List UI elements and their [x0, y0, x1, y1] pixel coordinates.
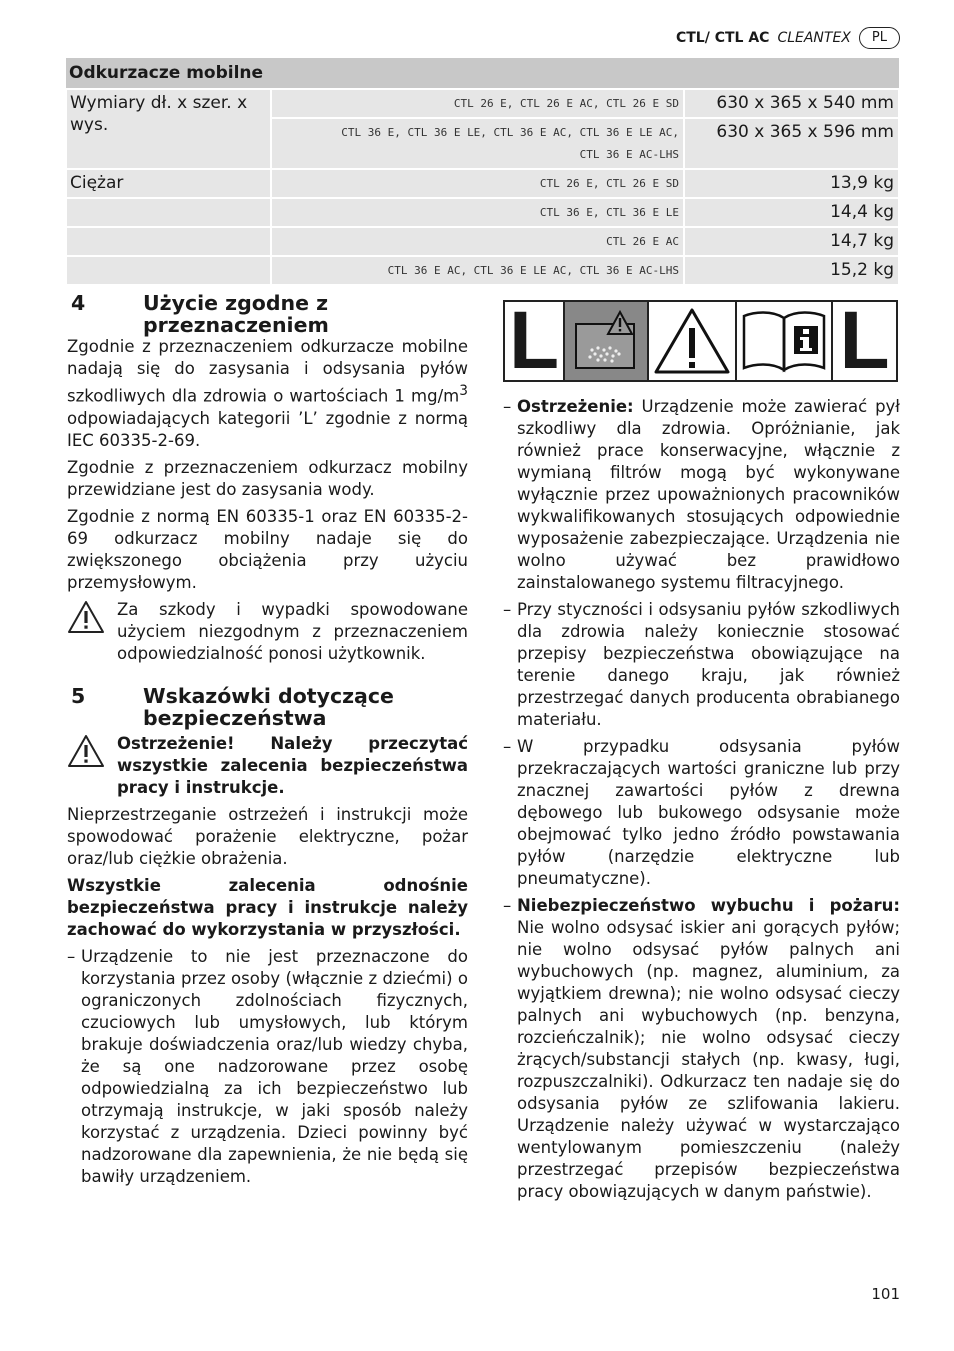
header-brand: CLEANTEX	[777, 30, 851, 46]
list-item: – Urządzenie to nie jest przeznaczone do korzystania przez osoby (włącznie z dziećmi) o ograniczonych zdolnościach fizycznych, czuciowych lub umysłowych, lub którym brakuje doświadczenia oraz/lub wiedzy chyba, że są one nadzorowane przez osobę odpowiedzialną za ich bezpieczeństwo lub otrzymają instrukcje, w jaki sposób należy korzystać z urządzenia. Dzieci powinny być nadzorowane dla zapewnienia, że nie będą się bawiły urządzeniem.	[67, 946, 468, 1188]
text: Nie wolno odsysać iskier ani gorących pyłów; nie wolno odsysać pyłów palnych ani wybuchowych (np. magnez, aluminium, za wyjątkiem drewna); nie wolno odsysać cieczy palnych ani wybuchowych (np. benzyna, rozcieńczalnik); nie wolno odsysać cieczy żrących/substancji stałych (np. kwasy, ługi, rozpuszczalniki). Odkurzacz ten nadaje się do odsysania pyłów ze szlifowania lakieru. Urządzenie należy używać w wystarczająco wentylowanym pomieszczeniu (należy przestrzegać przepisów bezpieczeństwa pracy obowiązujących w danym państwie).	[517, 918, 900, 1201]
warning-note	[67, 599, 468, 665]
table-cell-value: 630 x 365 x 540 mm	[684, 89, 899, 118]
table-title: Odkurzacze mobilne	[66, 58, 899, 89]
warning-text: Za szkody i wypadki spowodowane użyciem niezgodnym z przeznaczeniem odpowiedzialność ponosi użytkownik.	[117, 599, 468, 663]
table-row	[66, 169, 899, 198]
language-badge: PL	[859, 27, 900, 49]
paragraph: Nieprzestrzeganie ostrzeżeń i instrukcji może spowodować porażenie elektryczne, pożar oraz/lub ciężkie obrażenia.	[67, 804, 468, 868]
table-cell-value: 630 x 365 x 596 mm	[684, 118, 899, 169]
dimensions-label: Wymiary dł. x szer. x wys.	[66, 89, 271, 169]
dust-class-l-icon	[833, 295, 896, 386]
list-item	[503, 895, 900, 1203]
models-line: CTL 36 E, CTL 36 E LE, CTL 36 E AC, CTL 36 E LE AC,	[341, 126, 679, 139]
paragraph: Zgodnie z przeznaczeniem odkurzacz mobilny przewidziane jest do zasysania wody.	[67, 457, 468, 499]
specs-table	[65, 58, 900, 286]
page-number: 101	[871, 1285, 900, 1303]
warning-text: Ostrzeżenie! Należy przeczytać wszystkie zalecenia bezpieczeństwa pracy i instrukcje.	[117, 733, 468, 797]
warning-triangle-icon	[67, 599, 107, 665]
bullet-list	[67, 946, 468, 1188]
letter-l: L	[508, 295, 560, 386]
bold-lead: Niebezpieczeństwo wybuchu i pożaru:	[517, 896, 900, 915]
pictogram-strip	[503, 295, 898, 386]
table-row	[66, 89, 899, 118]
paragraph: Wszystkie zalecenia odnośnie bezpieczeństwa pracy i instrukcje należy zachować do wykorzystania w przyszłości.	[67, 875, 468, 939]
text: odpowiadających kategorii ’L’ zgodnie z normą IEC 60335-2-69.	[67, 408, 468, 450]
superscript: 3	[459, 383, 468, 399]
section-title: Wskazówki dotyczące bezpieczeństwa	[143, 683, 394, 730]
table-row	[66, 227, 899, 256]
warning-triangle-icon	[67, 733, 107, 799]
safety-warning	[67, 733, 468, 799]
table-row	[66, 198, 899, 227]
table-cell-value: 14,7 kg	[684, 227, 899, 256]
text: Urządzenie może zawierać pył szkodliwy dla zdrowia. Opróżnianie, jak również prace konserwacyjne, włącznie z wymianą filtrów mogą być wykonywane wyłącznie przez upoważnionych pracowników wykwalifikowanych stosujących odpowiednie wyposażenie zabezpieczające. Urządzenia nie wolno używać bez prawidłowo zainstalowanego systemu filtracyjnego.	[517, 397, 900, 592]
table-cell-value: 13,9 kg	[684, 169, 899, 198]
list-item	[503, 396, 900, 594]
table-header-row	[66, 58, 899, 89]
table-cell-models: CTL 26 E, CTL 26 E SD	[271, 169, 684, 198]
table-cell-value: 14,4 kg	[684, 198, 899, 227]
letter-l: L	[839, 295, 890, 386]
models-line: CTL 36 E AC-LHS	[579, 148, 679, 161]
read-manual-icon	[737, 302, 833, 380]
right-column	[503, 295, 900, 1208]
section-number: 5	[71, 683, 86, 708]
dust-class-l-icon	[505, 295, 565, 386]
empty-cell	[66, 256, 271, 285]
table-cell-value: 15,2 kg	[684, 256, 899, 285]
paragraph: Zgodnie z normą EN 60335-1 oraz EN 60335-2-69 odkurzacz mobilny nadaje się do zwiększonego obciążenia przy użyciu przemysłowym.	[67, 506, 468, 592]
table-cell-models: CTL 26 E AC	[271, 227, 684, 256]
table-cell-models	[271, 118, 684, 169]
empty-cell	[66, 198, 271, 227]
left-column	[67, 292, 468, 1193]
table-cell-models: CTL 36 E, CTL 36 E LE	[271, 198, 684, 227]
table-cell-models: CTL 36 E AC, CTL 36 E LE AC, CTL 36 E AC-LHS	[271, 256, 684, 285]
empty-cell	[66, 227, 271, 256]
table-row	[66, 256, 899, 285]
hazardous-dust-warning-icon	[565, 302, 649, 380]
header-model: CTL/ CTL AC	[675, 30, 770, 46]
safety-bullet-list	[503, 396, 900, 1203]
section-5-heading	[67, 685, 468, 729]
section-title: Użycie zgodne z przeznaczeniem	[143, 291, 329, 337]
list-item: – W przypadku odsysania pyłów przekraczających wartości graniczne lub przy znacznej zawartości pyłów z drewna dębowego lub bukowego odsysanie może obejmować tylko jedno źródło powstawania pyłów (narzędzie elektryczne lub pneumatyczne).	[503, 736, 900, 890]
section-number: 4	[71, 291, 86, 315]
bold-lead: Ostrzeżenie:	[517, 397, 634, 416]
page-header	[676, 27, 900, 49]
list-item: – Przy styczności i odsysaniu pyłów szkodliwych dla zdrowia należy koniecznie stosować przepisy bezpieczeństwa obowiązujące na terenie danego kraju, jak również przestrzegać danych producenta obrabianego materiału.	[503, 599, 900, 731]
warning-triangle-icon	[649, 302, 737, 380]
paragraph	[67, 336, 468, 452]
table-cell-models: CTL 26 E, CTL 26 E AC, CTL 26 E SD	[271, 89, 684, 118]
section-4-heading	[67, 292, 468, 336]
text: Zgodnie z przeznaczeniem odkurzacze mobilne nadają się do zasysania i odsysania pyłów szkodliwych dla zdrowia o wartościach 1 mg/m	[67, 337, 468, 406]
weight-label: Ciężar	[66, 169, 271, 198]
